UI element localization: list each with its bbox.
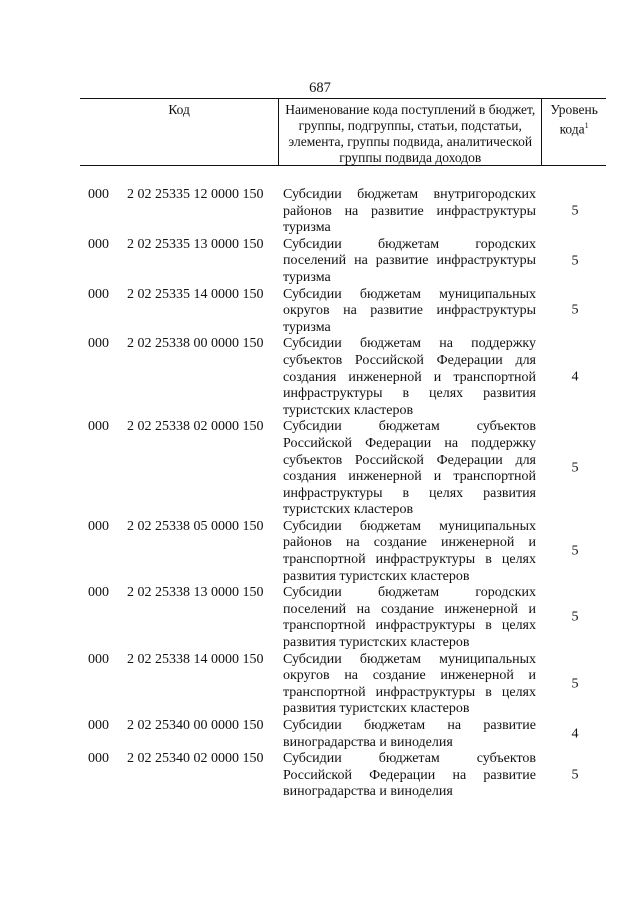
row-name: Субсидии бюджетам городских поселений на создание инженерной и транспортной инфраструктуры в целях развития туристских кластеров — [283, 585, 536, 651]
row-code: 2 02 25338 14 0000 150 — [127, 651, 264, 667]
row-level: 5 — [571, 303, 579, 319]
page-number: 687 — [309, 80, 331, 96]
table-row — [0, 237, 640, 287]
table-row — [0, 287, 640, 337]
row-code: 2 02 25338 00 0000 150 — [127, 336, 264, 352]
row-name: Субсидии бюджетам муниципальных районов на создание инженерной и транспортной инфраструктуры в целях развития туристских кластеров — [283, 518, 536, 584]
header-level — [542, 99, 606, 165]
row-level: 4 — [571, 369, 579, 385]
row-admin-code: 000 — [88, 718, 109, 733]
row-level: 5 — [571, 767, 579, 783]
row-level: 5 — [571, 543, 579, 559]
row-code: 2 02 25335 13 0000 150 — [127, 236, 264, 252]
row-admin-code: 000 — [88, 585, 109, 601]
row-name: Субсидии бюджетам городских поселений на развитие инфраструктуры туризма — [283, 236, 536, 285]
row-name: Субсидии бюджетам субъектов Российской Федерации на развитие виноградарства и виноделия — [283, 751, 536, 800]
table-body — [0, 187, 640, 801]
row-name: Субсидии бюджетам внутригородских районов на развитие инфраструктуры туризма — [283, 187, 536, 236]
row-code: 2 02 25338 13 0000 150 — [127, 585, 264, 601]
header-code: Код — [80, 99, 279, 165]
table-row — [0, 336, 640, 419]
table-row — [0, 718, 640, 751]
row-level: 5 — [571, 610, 579, 626]
row-admin-code: 000 — [88, 187, 109, 202]
table-row — [0, 751, 640, 801]
row-level: 5 — [571, 676, 579, 692]
row-code: 2 02 25335 12 0000 150 — [127, 187, 264, 202]
row-code: 2 02 25338 02 0000 150 — [127, 419, 264, 435]
row-name: Субсидии бюджетам муниципальных округов на создание инженерной и транспортной инфраструктуры в целях развития туристских кластеров — [283, 651, 536, 717]
row-code: 2 02 25335 14 0000 150 — [127, 286, 264, 302]
row-admin-code: 000 — [88, 236, 109, 252]
row-code: 2 02 25340 02 0000 150 — [127, 751, 264, 767]
row-code: 2 02 25340 00 0000 150 — [127, 718, 264, 733]
row-admin-code: 000 — [88, 286, 109, 302]
row-level: 5 — [571, 203, 579, 219]
row-level: 5 — [571, 253, 579, 269]
row-level: 5 — [571, 460, 579, 476]
header-name: Наименование кода поступлений в бюджет, группы, подгруппы, статьи, подстатьи, элемента, группы подвида, аналитической группы подвида доходов — [279, 99, 542, 165]
row-level: 4 — [571, 726, 579, 742]
row-name: Субсидии бюджетам муниципальных округов на развитие инфраструктуры туризма — [283, 286, 536, 335]
row-admin-code: 000 — [88, 518, 109, 534]
row-name: Субсидии бюджетам на поддержку субъектов Российской Федерации для создания инженерной и транспортной инфраструктуры в целях развития туристских кластеров — [283, 336, 536, 418]
row-admin-code: 000 — [88, 336, 109, 352]
row-admin-code: 000 — [88, 751, 109, 767]
table-row — [0, 585, 640, 651]
row-code: 2 02 25338 05 0000 150 — [127, 518, 264, 534]
row-name: Субсидии бюджетам субъектов Российской Федерации на поддержку субъектов Российской Федерации для создания инженерной и транспортной инфраструктуры в целях развития туристских кластеров — [283, 419, 536, 518]
table-row — [0, 652, 640, 718]
row-admin-code: 000 — [88, 651, 109, 667]
table-row — [0, 187, 640, 237]
table-row — [0, 519, 640, 585]
header-level-footnote: 1 — [584, 121, 589, 130]
table-header — [80, 98, 606, 166]
row-name: Субсидии бюджетам на развитие виноградарства и виноделия — [283, 718, 536, 750]
header-level-label: Уровень кода — [550, 102, 598, 137]
row-admin-code: 000 — [88, 419, 109, 435]
table-row — [0, 419, 640, 519]
